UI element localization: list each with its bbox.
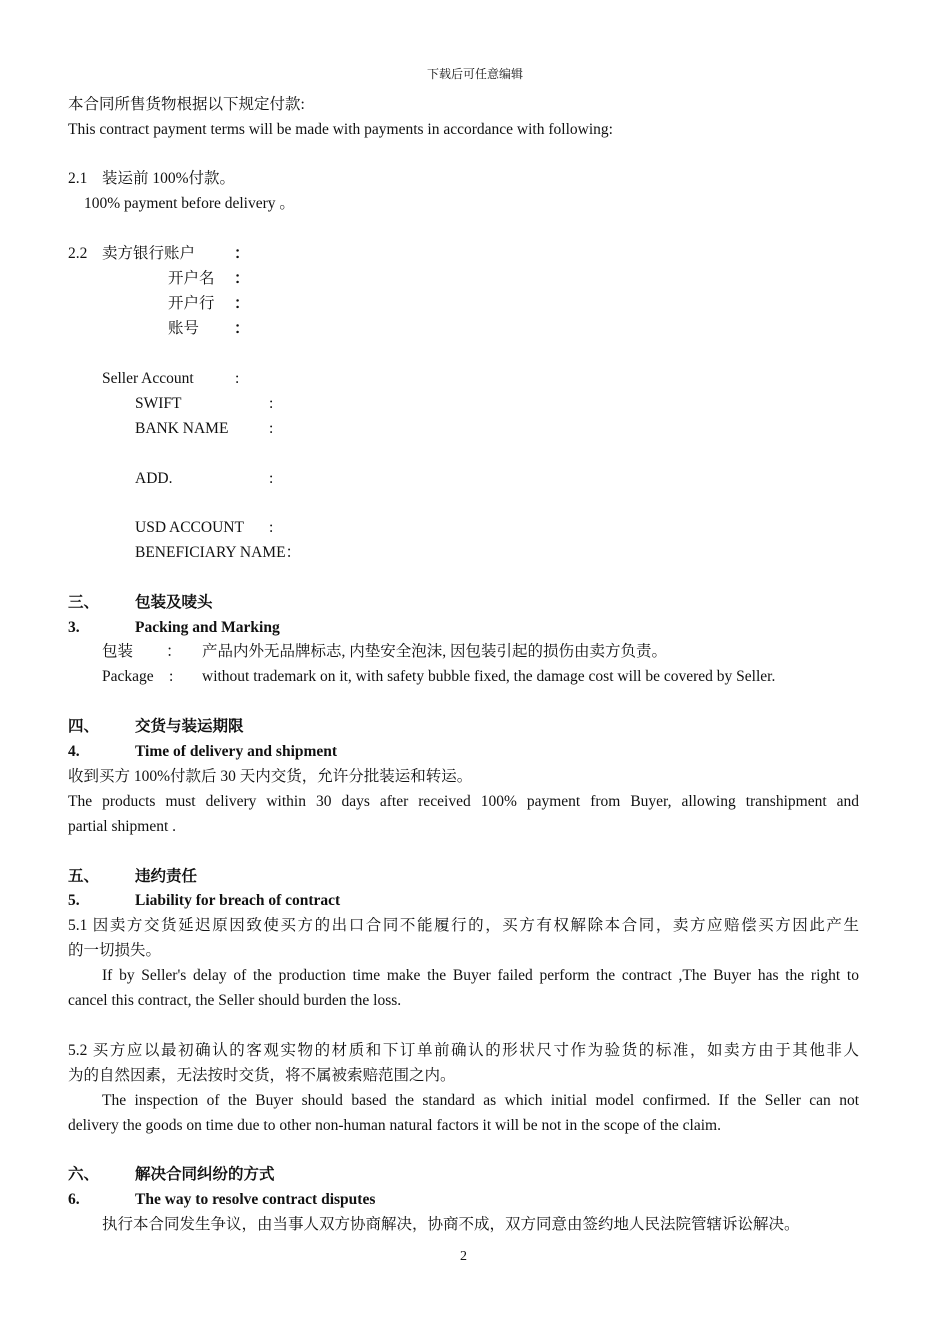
- field-colon: :: [235, 370, 240, 387]
- seller-account-label: Seller Account: [102, 370, 194, 387]
- delivery-text-en-line-2: partial shipment .: [68, 818, 177, 835]
- package-label-cn: 包装: [102, 643, 134, 660]
- section-6-number: 6.: [68, 1191, 80, 1208]
- field-colon: :: [169, 668, 174, 685]
- section-5-cn-title: 违约责任: [135, 868, 198, 885]
- clause-2-1-en: 100% payment before delivery 。: [84, 195, 295, 212]
- section-5-title: Liability for breach of contract: [135, 892, 341, 909]
- section-4-cn-number: 四、: [68, 718, 100, 735]
- field-colon: :: [269, 470, 274, 487]
- field-colon: ：: [234, 270, 250, 287]
- section-6-title: The way to resolve contract disputes: [135, 1191, 376, 1208]
- intro-en: This contract payment terms will be made with payments in accordance with following:: [68, 121, 613, 138]
- package-label-en: Package: [102, 668, 154, 685]
- page-header-note: 下载后可任意编辑: [426, 67, 523, 81]
- field-colon: :: [269, 420, 274, 437]
- section-5-cn-number: 五、: [68, 868, 100, 885]
- package-text-cn: 产品内外无品牌标志, 内垫安全泡沫, 因包装引起的损伤由卖方负责。: [202, 643, 668, 660]
- usd-account-label: USD ACCOUNT: [135, 519, 244, 536]
- delivery-text-cn: 收到买方 100%付款后 30 天内交货，允许分批装运和转运。: [68, 768, 473, 785]
- section-3-number: 3.: [68, 619, 80, 636]
- field-colon: ：: [166, 643, 182, 660]
- clause-5-1-en-line-1: If by Seller's delay of the production time make the Buyer failed perform the contract ,The Buyer has the right to: [102, 967, 859, 984]
- section-6-cn-title: 解决合同纠纷的方式: [135, 1166, 275, 1183]
- field-colon: :: [269, 395, 274, 412]
- clause-5-2-cn-line-2: 为的自然因素，无法按时交货，将不属被索赔范围之内。: [68, 1067, 456, 1084]
- package-text-en: without trademark on it, with safety bubble fixed, the damage cost will be covered by Seller.: [202, 668, 776, 685]
- field-colon: ：: [234, 320, 250, 337]
- clause-5-1-cn-line-2: 的一切损失。: [68, 942, 162, 959]
- section-3-title: Packing and Marking: [135, 619, 280, 636]
- clause-2-2-number: 2.2: [68, 245, 88, 262]
- clause-5-1-en-line-2: cancel this contract, the Seller should burden the loss.: [68, 992, 402, 1009]
- section-4-number: 4.: [68, 743, 80, 760]
- section-4-title: Time of delivery and shipment: [135, 743, 338, 760]
- bank-name-label: BANK NAME: [135, 420, 229, 437]
- section-3-cn-title: 包装及唛头: [135, 594, 213, 611]
- account-number-label-cn: 账号: [168, 320, 200, 337]
- account-name-label-cn: 开户名: [168, 270, 215, 287]
- beneficiary-name-label: BENEFICIARY NAME：: [135, 544, 302, 561]
- section-3-cn-number: 三、: [68, 594, 100, 611]
- clause-2-1-number: 2.1: [68, 170, 88, 187]
- page-number: 2: [460, 1249, 467, 1264]
- delivery-text-en-line-1: The products must delivery within 30 days after received 100% payment from Buyer, allowing transhipment and: [68, 793, 859, 810]
- section-5-number: 5.: [68, 892, 80, 909]
- clause-5-1-cn-line-1: 5.1 因卖方交货延迟原因致使买方的出口合同不能履行的，买方有权解除本合同，卖方应赔偿买方因此产生: [68, 917, 859, 934]
- section-6-cn-number: 六、: [68, 1166, 100, 1183]
- field-colon: ：: [234, 295, 250, 312]
- bank-label-cn: 开户行: [168, 295, 215, 312]
- section-4-cn-title: 交货与装运期限: [135, 718, 244, 735]
- clause-5-2-cn-line-1: 5.2 买方应以最初确认的客观实物的材质和下订单前确认的形状尺寸作为验货的标准，如卖方由于其他非人: [68, 1042, 859, 1059]
- dispute-text-cn: 执行本合同发生争议，由当事人双方协商解决，协商不成，双方同意由签约地人民法院管辖诉讼解决。: [102, 1216, 800, 1233]
- seller-bank-account-label-cn: 卖方银行账户: [102, 245, 196, 262]
- swift-label: SWIFT: [135, 395, 182, 412]
- field-colon: ：: [234, 245, 250, 262]
- field-colon: :: [269, 519, 274, 536]
- intro-cn: 本合同所售货物根据以下规定付款:: [68, 96, 305, 113]
- clause-2-1-cn: 装运前 100%付款。: [102, 170, 236, 187]
- address-label: ADD.: [135, 470, 173, 487]
- clause-5-2-en-line-2: delivery the goods on time due to other non-human natural factors it will be not in the scope of the claim.: [68, 1117, 721, 1134]
- clause-5-2-en-line-1: The inspection of the Buyer should based the standard as which initial model confirmed. If the Seller can not: [102, 1092, 859, 1109]
